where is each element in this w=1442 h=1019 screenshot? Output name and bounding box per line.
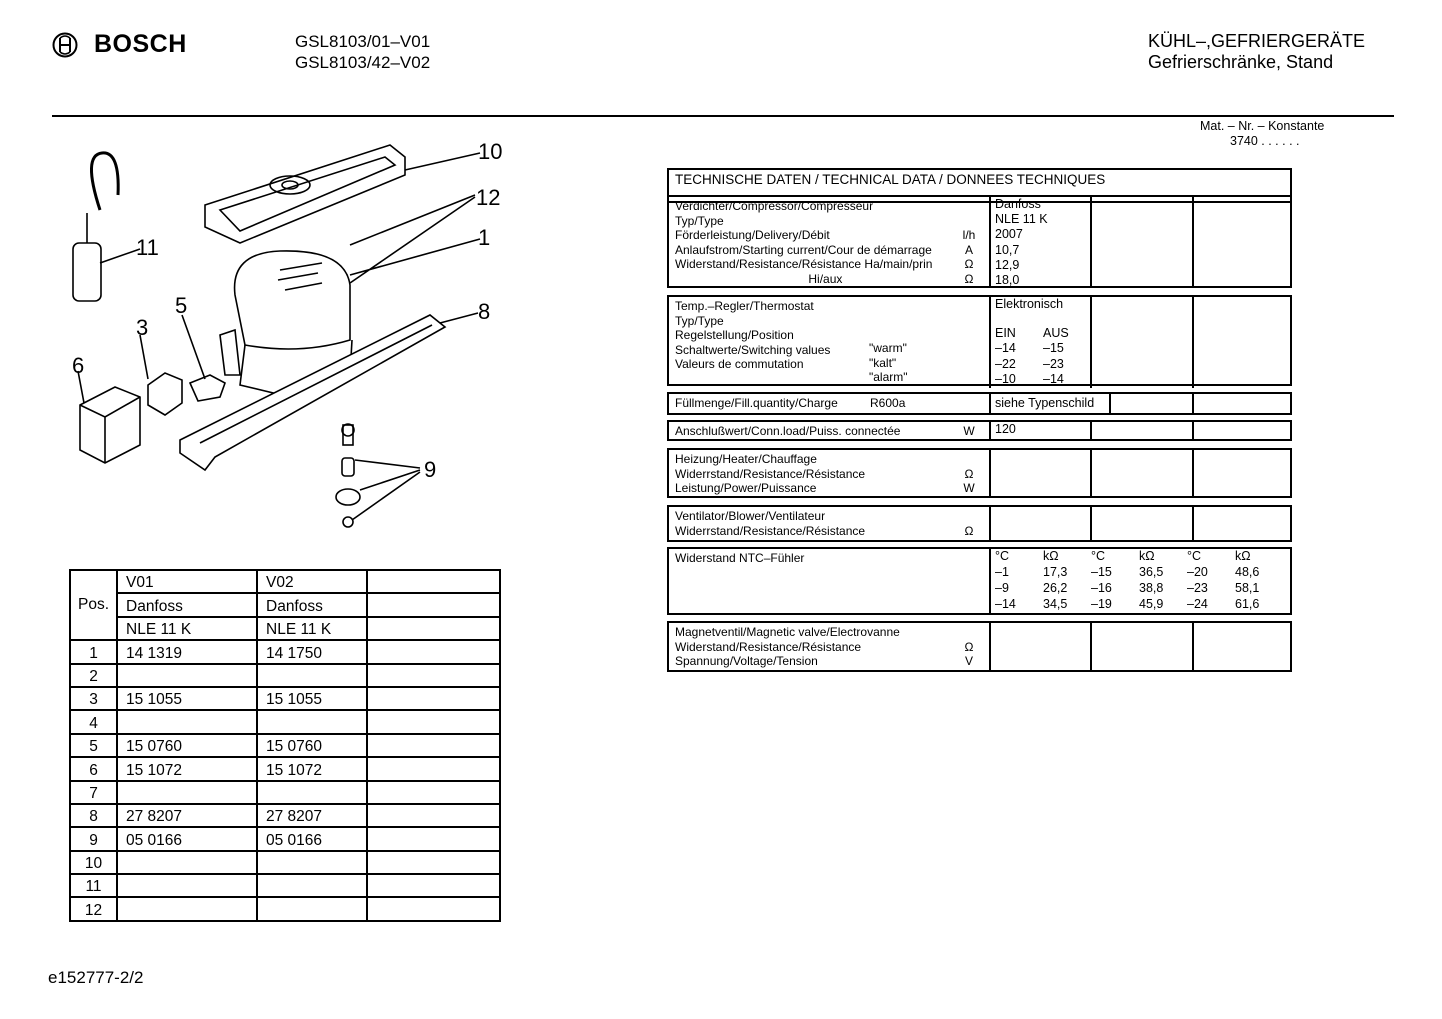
empty-cell [1192,422,1290,441]
spec-label: Anlaufstrom/Starting current/Cour de démarrage [675,242,932,257]
ntc-header: °C [1091,549,1106,563]
v02-part-number: 14 1750 [257,640,367,663]
thermostat-type: Elektronisch [995,297,1064,311]
empty-cell [367,710,500,733]
v02-part-number: 27 8207 [257,804,367,827]
callout-11: 10 [478,139,503,164]
v02-part-number [257,851,367,874]
thermostat-value-row [995,357,1086,372]
thermostat-label: Typ/Type [675,313,724,328]
compressor-value: 2007 [995,227,1023,242]
category-line-1: KÜHL–,GEFRIERGERÄTE [1148,31,1366,51]
thermostat-col-header: EIN [995,326,1016,341]
v02-part-number [257,897,367,921]
compressor-value: 12,9 [995,257,1020,272]
empty-cell [1090,197,1192,288]
pos-cell: 2 [70,664,117,687]
ntc-value: –20 [1187,565,1208,579]
spec-unit [955,214,983,229]
v01-part-number [117,781,257,804]
empty-cell [1192,297,1290,388]
drip-tray-part [205,145,405,243]
ntc-value: 48,6 [1235,565,1260,579]
thermostat-value-row [995,341,1086,356]
table-row [70,781,500,804]
pos-cell: 7 [70,781,117,804]
thermostat-value: –14 [995,341,1016,356]
table-row [70,734,500,757]
v02-part-number [257,874,367,897]
callout-10: 11 [136,235,159,260]
thermostat-label: Regelstellung/Position [675,328,794,342]
spec-line [675,481,983,496]
v01-part-number: 15 0760 [117,734,257,757]
spec-unit: W [963,481,975,495]
ntc-value: –9 [995,581,1009,595]
spec-unit: l/h [962,228,976,242]
empty-cell [367,897,500,921]
callout-3: 3 [136,315,149,340]
thermostat-label: Valeurs de commutation [675,357,804,371]
ntc-value: 26,2 [1043,581,1068,595]
spec-unit: Ω [964,466,974,481]
v01-part-number: 15 1055 [117,687,257,710]
spec-line [675,214,983,229]
spec-unit [955,625,983,640]
compressor-value: 10,7 [995,242,1020,257]
callout-12: 12 [476,185,501,210]
thermostat-mode: "alarm" [869,370,908,384]
valve-labels [669,623,989,671]
variant-v01-code: V01 [117,570,257,593]
spec-label: Widerrstand/Resistance/Résistance [675,523,866,538]
category [1148,31,1365,73]
variant-v02-code: V02 [257,570,367,593]
compressor-labels [669,197,989,288]
ntc-value: –14 [995,597,1016,611]
empty-cell [367,827,500,850]
table-row [70,710,500,733]
empty-cell [1192,394,1290,413]
model-1: GSL8103/01–V01 [295,32,431,51]
heater-labels [669,450,989,498]
ntc-header: kΩ [1235,549,1251,563]
spec-unit: Ω [964,639,974,654]
v01-part-number: 05 0166 [117,827,257,850]
variant-v01-type: NLE 11 K [117,617,257,640]
empty-cell [367,593,500,616]
v01-part-number: 27 8207 [117,804,257,827]
empty-cell [367,781,500,804]
thermostat-value: –15 [1043,341,1064,356]
parts-table [69,569,501,922]
compressor-value: NLE 11 K [995,212,1048,227]
spec-line [675,199,983,214]
empty-cell [367,664,500,687]
thermostat-value: –23 [1043,356,1064,371]
relay-cover-part [80,387,140,463]
fill-value: siehe Typenschild [989,394,1109,413]
ntc-header: °C [995,549,1010,563]
document-id: e152777-2/2 [48,968,144,987]
ntc-value: –24 [1187,597,1208,611]
pos-cell: 9 [70,827,117,850]
v01-part-number [117,897,257,921]
empty-cell [367,757,500,780]
thermostat-col-header: AUS [1043,326,1069,341]
empty-cell [367,804,500,827]
v01-part-number: 14 1319 [117,640,257,663]
ntc-value: 34,5 [1043,597,1068,611]
thermostat-labels [669,297,989,388]
ntc-value: 45,9 [1139,597,1164,611]
empty-cell [989,450,1090,498]
empty-cell [1192,450,1290,498]
spec-line [675,654,983,669]
blower-block [667,505,1292,542]
model-2: GSL8103/42–V02 [295,53,431,72]
pos-cell: 12 [70,897,117,921]
spec-unit [955,199,983,214]
v02-part-number: 15 1072 [257,757,367,780]
mat-nr-value: 3740 . . . . . . [1230,134,1300,148]
ntc-value: –19 [1091,597,1112,611]
spec-line [675,243,983,258]
thermostat-mode: "warm" [869,341,907,355]
table-row [70,640,500,663]
empty-cell [1090,450,1192,498]
spec-line [675,257,983,272]
pos-cell: 11 [70,874,117,897]
v01-part-number [117,710,257,733]
variant-v02-type: NLE 11 K [257,617,367,640]
connection-unit: W [963,424,975,438]
spec-label: Widerstand/Resistance/Résistance Ha/main/prin [675,257,933,271]
compressor-block [667,195,1292,288]
spec-label: Verdichter/Compressor/Compresseur [675,199,874,213]
mat-nr [1200,119,1324,149]
thermostat-value-row [995,372,1086,387]
spec-label: Leistung/Power/Puissance [675,481,817,495]
fill-block [667,392,1292,415]
spec-label: Widerstand/Resistance/Résistance [675,639,862,654]
spec-label: Widerrstand/Resistance/Résistance [675,466,866,481]
thermostat-label [675,372,983,386]
connection-label: Anschlußwert/Conn.load/Puiss. connectée [675,424,901,438]
callout-8: 8 [478,299,491,324]
mat-nr-label: Mat. – Nr. – Konstante [1200,119,1325,133]
table-row [70,897,500,921]
variant-v01-maker: Danfoss [117,593,257,616]
empty-cell [367,874,500,897]
empty-cell [367,851,500,874]
spec-label: Förderleistung/Delivery/Débit [675,228,830,242]
thermostat-label: Temp.–Regler/Thermostat [675,299,814,313]
spec-line [675,228,983,243]
pos-cell: 10 [70,851,117,874]
relay-part [148,373,182,415]
thermostat-label: Schaltwerte/Switching values [675,342,831,357]
fill-label-cell [669,394,989,413]
table-row [70,804,500,827]
heater-block [667,448,1292,498]
compressor-value: Danfoss [995,197,1041,211]
empty-cell [989,623,1090,671]
pos-cell: 5 [70,734,117,757]
ntc-values [989,549,1290,613]
table-row [70,851,500,874]
thermostat-block [667,295,1292,386]
capacitor-part [73,153,118,301]
pos-cell: 6 [70,757,117,780]
table-row [70,874,500,897]
blower-labels [669,507,989,540]
empty-cell [367,617,500,640]
spec-line [675,509,983,524]
ntc-value: 38,8 [1139,581,1164,595]
spec-unit [955,509,983,524]
pos-cell: 1 [70,640,117,663]
thermostat-values [989,297,1090,388]
spec-label: Heizung/Heater/Chauffage [675,452,817,466]
table-row [70,827,500,850]
spec-unit: V [964,654,973,668]
ntc-label: Widerstand NTC–Fühler [675,551,805,565]
v01-part-number: 15 1072 [117,757,257,780]
v01-part-number [117,851,257,874]
ntc-value: 36,5 [1139,565,1164,579]
spec-label: Hi/aux [675,271,843,286]
v02-part-number [257,781,367,804]
table-row [70,664,500,687]
empty-cell [1192,623,1290,671]
thermostat-value: –10 [995,371,1016,386]
spec-line [675,452,983,467]
brand-name: BOSCH [94,30,187,58]
spec-line [675,524,983,539]
compressor-value: 18,0 [995,273,1020,288]
v01-part-number [117,874,257,897]
ntc-header: kΩ [1043,549,1059,563]
variant-v02-maker: Danfoss [257,593,367,616]
spec-unit: A [964,242,973,257]
spec-label: Magnetventil/Magnetic valve/Electrovanne [675,625,900,639]
pos-cell: 8 [70,804,117,827]
connection-value: 120 [989,422,1090,441]
empty-cell [1090,507,1192,540]
v02-part-number: 15 0760 [257,734,367,757]
ntc-value: 58,1 [1235,581,1260,595]
bosch-logo-icon [52,32,78,58]
spec-label: Spannung/Voltage/Tension [675,654,818,668]
brand [52,30,187,59]
spec-unit: Ω [964,271,974,286]
spec-line [675,467,983,482]
grommet-set-part [336,424,360,527]
spec-unit [955,452,983,467]
spec-line [675,640,983,655]
spec-label: Typ/Type [675,213,724,228]
empty-cell [367,640,500,663]
ntc-value: 61,6 [1235,597,1260,611]
empty-cell [1090,422,1192,441]
spec-unit: Ω [964,257,974,271]
tech-title: TECHNISCHE DATEN / TECHNICAL DATA / DONNEES TECHNIQUES [675,172,1106,187]
header-rule [52,115,1394,117]
v02-part-number [257,710,367,733]
v01-part-number [117,664,257,687]
thermostat-mode: "kalt" [869,355,897,370]
spec-label: Ventilator/Blower/Ventilateur [675,509,826,523]
ntc-value: 17,3 [1043,565,1068,579]
pos-header: Pos. [70,570,117,640]
spec-unit: Ω [964,523,974,538]
callout-6: 6 [72,353,85,378]
v02-part-number: 05 0166 [257,827,367,850]
ntc-value: –16 [1091,581,1112,595]
v02-part-number: 15 1055 [257,687,367,710]
connection-label-cell [669,422,989,441]
ntc-block [667,547,1292,615]
empty-cell [1090,623,1192,671]
ntc-header: °C [1187,549,1202,563]
empty-cell [989,507,1090,540]
compressor-values [989,197,1090,288]
callout-1: 1 [478,225,491,250]
ntc-header: kΩ [1139,549,1155,563]
valve-block [667,621,1292,672]
ntc-value: –23 [1187,581,1208,595]
connection-block [667,420,1292,441]
thermostat-modes [869,341,908,385]
empty-cell [367,734,500,757]
fill-label: Füllmenge/Fill.quantity/Charge [675,396,838,410]
fill-refrigerant: R600a [870,396,906,410]
empty-cell [1192,197,1290,288]
empty-cell [1109,394,1192,413]
callout-9: 9 [424,457,437,482]
exploded-parts-diagram [60,135,520,535]
pos-cell: 4 [70,710,117,733]
spec-line [675,272,983,287]
empty-cell [1090,297,1192,388]
empty-cell [367,687,500,710]
model-numbers [295,31,430,73]
v02-part-number [257,664,367,687]
ntc-value: –15 [1091,565,1112,579]
thermostat-value: –14 [1043,371,1064,386]
table-row [70,757,500,780]
ntc-value: –1 [995,565,1009,579]
thermostat-value: –22 [995,356,1016,371]
callout-5: 5 [175,293,188,318]
empty-cell [1192,507,1290,540]
spec-line [675,625,983,640]
overload-protector-part [190,375,225,401]
table-row [70,687,500,710]
empty-cell [367,570,500,593]
category-line-2: Gefrierschränke, Stand [1148,52,1334,72]
pos-cell: 3 [70,687,117,710]
